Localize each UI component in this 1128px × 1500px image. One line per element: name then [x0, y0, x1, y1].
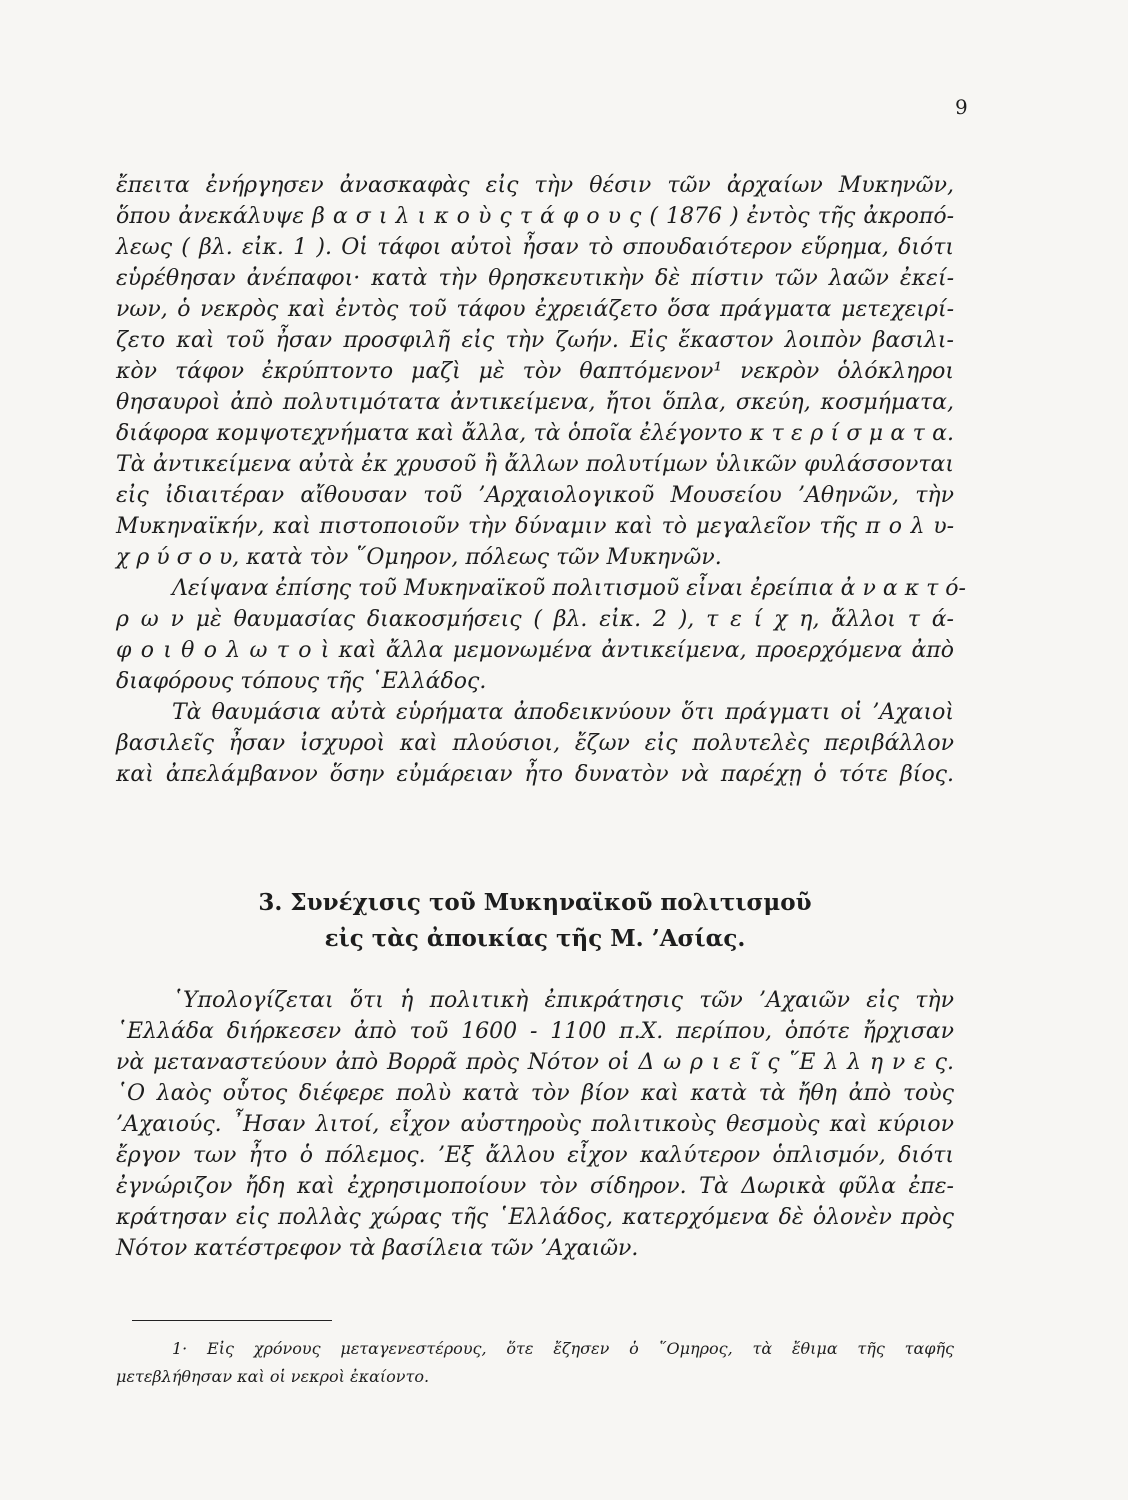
text-line: χ ρ ύ σ ο υ, κατὰ τὸν ῞Ομηρον, πόλεως τῶν Μυκηνῶν.: [116, 545, 722, 570]
page-number: 9: [955, 95, 968, 119]
text-line: ὅπου ἀνεκάλυψε β α σ ι λ ι κ ο ὺ ς τ ά φ ο υ ς ( 1876 ) ἐντὸς τῆς ἀκροπό-: [116, 204, 954, 229]
section-heading-line: εἰς τὰς ἀποικίας τῆς Μ. ’Ασίας.: [324, 925, 746, 952]
text-line: φ ο ι θ ο λ ω τ ο ὶ καὶ ἄλλα μεμονωμένα ἀντικείμενα, προερχόμενα ἀπὸ: [116, 638, 954, 663]
text-line: ῾Ελλάδα διήρκεσεν ἀπὸ τοῦ 1600 - 1100 π.Χ. περίπου, ὁπότε ἤρχισαν: [116, 1019, 954, 1044]
text-line: ῾Ο λαὸς οὗτος διέφερε πολὺ κατὰ τὸν βίον καὶ κατὰ τὰ ἤθη ἀπὸ τοὺς: [116, 1081, 954, 1106]
text-line: εἰς ἰδιαιτέραν αἴθουσαν τοῦ ’Αρχαιολογικοῦ Μουσείου ’Αθηνῶν, τὴν: [116, 483, 954, 508]
text-line: λεως ( βλ. εἰκ. 1 ). Οἱ τάφοι αὐτοὶ ἦσαν τὸ σπουδαιότερον εὕρημα, διότι: [116, 235, 954, 260]
text-line: κὸν τάφον ἐκρύπτοντο μαζὶ μὲ τὸν θαπτόμενον¹ νεκρὸν ὁλόκληροι: [116, 359, 954, 384]
footnote-line: μετεβλήθησαν καὶ οἱ νεκροὶ ἐκαίοντο.: [116, 1367, 430, 1386]
text-line: θησαυροὶ ἀπὸ πολυτιμότατα ἀντικείμενα, ἤτοι ὅπλα, σκεύη, κοσμήματα,: [116, 390, 954, 415]
text-line: ἔπειτα ἐνήργησεν ἀνασκαφὰς εἰς τὴν θέσιν τῶν ἀρχαίων Μυκηνῶν,: [116, 173, 954, 198]
text-line: διάφορα κομψοτεχνήματα καὶ ἄλλα, τὰ ὁποῖα ἐλέγοντο κ τ ε ρ ί σ μ α τ α.: [116, 421, 954, 446]
text-line: ἔργον των ἦτο ὁ πόλεμος. ’Εξ ἄλλου εἶχον καλύτερον ὁπλισμόν, διότι: [116, 1143, 954, 1168]
text-line: Νότον κατέστρεφον τὰ βασίλεια τῶν ’Αχαιῶν.: [116, 1236, 639, 1261]
footnote: [116, 1335, 954, 1391]
text-line: ’Αχαιούς. ῏Ησαν λιτοί, εἶχον αὐστηροὺς πολιτικοὺς θεσμοὺς καὶ κύριον: [116, 1112, 954, 1137]
section-heading-line: 3. Συνέχισις τοῦ Μυκηναϊκοῦ πολιτισμοῦ: [258, 889, 812, 916]
text-line: καὶ ἀπελάμβανον ὅσην εὐμάρειαν ἦτο δυνατὸν νὰ παρέχῃ ὁ τότε βίος.: [116, 762, 954, 787]
footnote-divider: [132, 1320, 332, 1321]
text-line: νων, ὁ νεκρὸς καὶ ἐντὸς τοῦ τάφου ἐχρειάζετο ὅσα πράγματα μετεχειρί-: [116, 297, 954, 322]
text-line: ζετο καὶ τοῦ ἦσαν προσφιλῆ εἰς τὴν ζωήν. Εἰς ἕκαστον λοιπὸν βασιλι-: [116, 328, 954, 353]
text-line: ῾Υπολογίζεται ὅτι ἡ πολιτικὴ ἐπικράτησις τῶν ’Αχαιῶν εἰς τὴν: [172, 988, 954, 1013]
text-line: ρ ω ν μὲ θαυμασίας διακοσμήσεις ( βλ. εἰκ. 2 ), τ ε ί χ η, ἄλλοι τ ά-: [116, 607, 954, 632]
text-line: νὰ μεταναστεύουν ἀπὸ Βορρᾶ πρὸς Νότον οἱ Δ ω ρ ι ε ῖ ς ῞Ε λ λ η ν ε ς.: [116, 1050, 954, 1075]
text-line: διαφόρους τόπους τῆς ῾Ελλάδος.: [116, 669, 487, 694]
footnote-line: 1· Εἰς χρόνους μεταγενεστέρους, ὅτε ἔζησεν ὁ ῞Ομηρος, τὰ ἔθιμα τῆς ταφῆς: [172, 1339, 954, 1358]
text-line: κράτησαν εἰς πολλὰς χώρας τῆς ῾Ελλάδος, κατερχόμενα δὲ ὁλονὲν πρὸς: [116, 1205, 954, 1230]
body-text-bottom: [116, 985, 954, 1264]
section-heading: [116, 885, 954, 957]
text-line: Λείψανα ἐπίσης τοῦ Μυκηναϊκοῦ πολιτισμοῦ εἶναι ἐρείπια ἀ ν α κ τ ό-: [172, 576, 966, 601]
text-line: εὑρέθησαν ἀνέπαφοι· κατὰ τὴν θρησκευτικὴν δὲ πίστιν τῶν λαῶν ἐκεί-: [116, 266, 954, 291]
text-line: Τὰ θαυμάσια αὐτὰ εὑρήματα ἀποδεικνύουν ὅτι πράγματι οἱ ’Αχαιοὶ: [172, 700, 954, 725]
text-line: Τὰ ἀντικείμενα αὐτὰ ἐκ χρυσοῦ ἢ ἄλλων πολυτίμων ὑλικῶν φυλάσσονται: [116, 452, 954, 477]
text-line: ἐγνώριζον ἤδη καὶ ἐχρησιμοποίουν τὸν σίδηρον. Τὰ Δωρικὰ φῦλα ἐπε-: [116, 1174, 954, 1199]
text-line: Μυκηναϊκήν, καὶ πιστοποιοῦν τὴν δύναμιν καὶ τὸ μεγαλεῖον τῆς π ο λ υ-: [116, 514, 954, 539]
body-text-top: [116, 170, 966, 790]
text-line: βασιλεῖς ἦσαν ἰσχυροὶ καὶ πλούσιοι, ἔζων εἰς πολυτελὲς περιβάλλον: [116, 731, 954, 756]
